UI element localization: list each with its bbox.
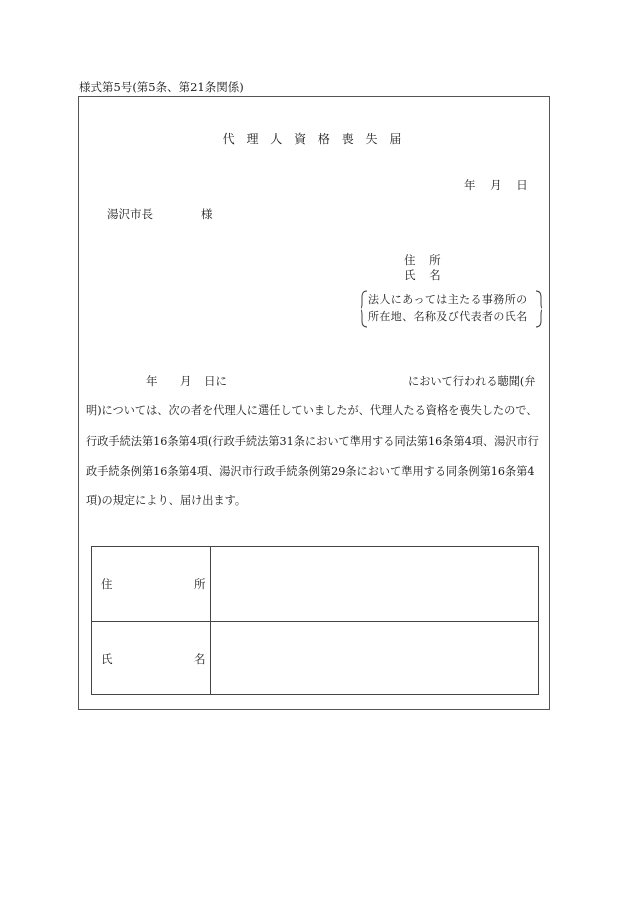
- hearing-day: 日に: [204, 374, 227, 388]
- agent-address-field[interactable]: [211, 547, 538, 620]
- body-line-3: 行政手続法第16条第4項(行政手続法第31条において準用する同法第16条第4項、湯沢市行: [86, 435, 539, 448]
- agent-name-label-2: 名: [194, 652, 206, 666]
- applicant-address-label: 住 所: [404, 253, 443, 267]
- corporation-note-line-1: 法人にあっては主たる事務所の: [368, 293, 528, 306]
- agent-name-label-1: 氏: [101, 652, 113, 666]
- addressee: 湯沢市長: [107, 207, 153, 221]
- agent-name-field[interactable]: [211, 622, 538, 695]
- hearing-year: 年: [146, 374, 158, 388]
- agent-address-label-2: 所: [194, 577, 206, 591]
- agent-address-label-cell: [92, 547, 210, 621]
- form-title: 代 理 人 資 格 喪 失 届: [222, 132, 406, 146]
- form-label: 様式第5号(第5条、第21条関係): [79, 80, 244, 94]
- hearing-month: 月: [180, 374, 192, 388]
- agent-address-label-1: 住: [101, 577, 113, 591]
- agent-table: [91, 546, 539, 695]
- body-line-2: 明)については、次の者を代理人に選任していましたが、代理人たる資格を喪失したので、: [86, 404, 538, 417]
- date-line: 年 月 日: [464, 178, 528, 192]
- corporation-note: [361, 290, 542, 328]
- body-line-5: 項)の規定により、届け出ます。: [86, 494, 247, 507]
- hearing-place-text: において行われる聴聞(弁: [408, 375, 536, 388]
- body-line-4: 政手続条例第16条第4項、湯沢市行政手続条例第29条において準用する同条例第16条第4: [86, 465, 535, 478]
- agent-name-label-cell: [92, 622, 210, 696]
- addressee-suffix: 様: [201, 207, 213, 221]
- corporation-note-line-2: 所在地、名称及び代表者の氏名: [368, 310, 528, 323]
- applicant-name-label: 氏 名: [404, 268, 443, 282]
